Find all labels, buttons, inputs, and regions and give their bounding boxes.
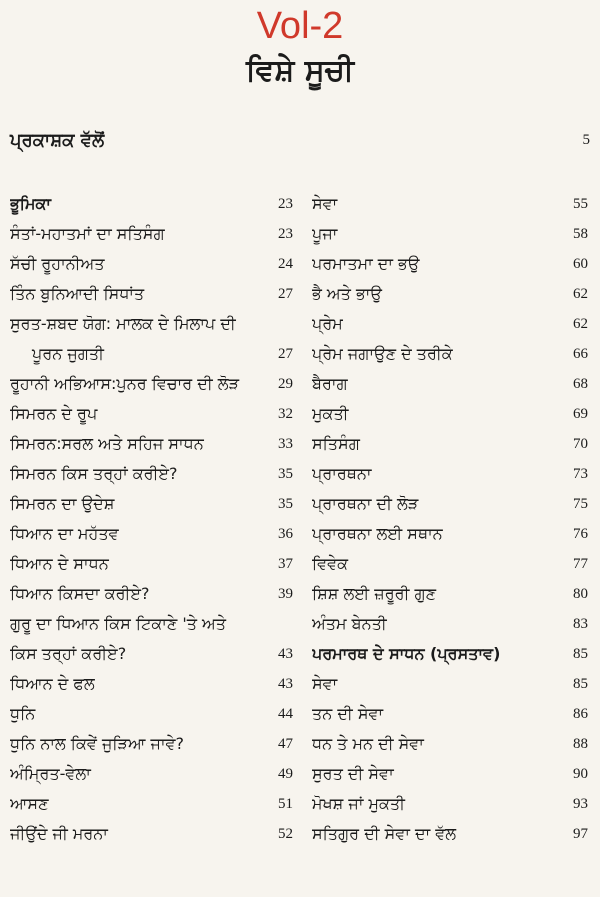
toc-entry-label: ਪ੍ਰਾਰਥਨਾ ਦੀ ਲੋੜ <box>312 494 419 513</box>
toc-entry-page: 70 <box>573 435 588 452</box>
toc-entry-page: 43 <box>278 675 293 692</box>
toc-entry-label: ਪਰਮਾਤਮਾ ਦਾ ਭਉ <box>312 254 420 273</box>
toc-entry <box>312 369 588 399</box>
toc-entry-page: 76 <box>573 525 588 542</box>
toc-entry-label: ਪਰਮਾਰਥ ਦੇ ਸਾਧਨ (ਪ੍ਰਸਤਾਵ) <box>312 644 501 663</box>
toc-entry-page: 29 <box>278 375 293 392</box>
toc-entry-page: 39 <box>278 585 293 602</box>
toc-entry-label: ਭੂਮਿਕਾ <box>10 194 51 213</box>
toc-entry-page: 35 <box>278 495 293 512</box>
toc-right-column <box>312 189 588 849</box>
toc-entry-page: 36 <box>278 525 293 542</box>
toc-entry <box>312 399 588 429</box>
toc-entry <box>10 219 293 249</box>
toc-entry-page: 93 <box>573 795 588 812</box>
toc-entry-label: ਬੈਰਾਗ <box>312 374 348 393</box>
toc-entry-page: 83 <box>573 615 588 632</box>
toc-entry-label: ਧਿਆਨ ਦਾ ਮਹੱਤਵ <box>10 524 119 543</box>
toc-entry-page: 32 <box>278 405 293 422</box>
toc-entry-page: 23 <box>278 225 293 242</box>
toc-entry-page: 37 <box>278 555 293 572</box>
toc-entry-label: ਗੁਰੂ ਦਾ ਧਿਆਨ ਕਿਸ ਟਿਕਾਣੇ 'ਤੇ ਅਤੇ <box>10 614 227 633</box>
toc-entry <box>312 309 588 339</box>
toc-entry-label: ਆਸਣ <box>10 794 49 813</box>
toc-entry-label: ਤਿੰਨ ਬੁਨਿਆਦੀ ਸਿਧਾਂਤ <box>10 284 145 303</box>
toc-entry <box>10 759 293 789</box>
toc-entry-page: 51 <box>278 795 293 812</box>
toc-entry-page: 86 <box>573 705 588 722</box>
toc-entry-page: 62 <box>573 315 588 332</box>
toc-entry <box>10 459 293 489</box>
toc-entry-page: 60 <box>573 255 588 272</box>
toc-entry <box>10 309 293 339</box>
toc-entry-page: 55 <box>573 195 588 212</box>
toc-entry-label: ਸ਼ਿਸ਼ ਲਈ ਜ਼ਰੂਰੀ ਗੁਣ <box>312 584 437 603</box>
toc-entry <box>312 459 588 489</box>
toc-entry-page: 58 <box>573 225 588 242</box>
toc-entry-label: ਸਤਿਸੰਗ <box>312 434 360 453</box>
toc-entry-page: 97 <box>573 825 588 842</box>
toc-entry-page: 24 <box>278 255 293 272</box>
toc-entry-label: ਮੁਕਤੀ <box>312 404 349 423</box>
toc-entry-page: 90 <box>573 765 588 782</box>
toc-entry-page: 66 <box>573 345 588 362</box>
toc-entry-label: ਧਿਆਨ ਦੇ ਸਾਧਨ <box>10 554 109 573</box>
toc-entry <box>312 189 588 219</box>
toc-entry-label: ਮੋਖਸ਼ ਜਾਂ ਮੁਕਤੀ <box>312 794 405 813</box>
toc-entry-page: 52 <box>278 825 293 842</box>
toc-entry-label: ਪੂਜਾ <box>312 224 338 243</box>
toc-entry-page: 47 <box>278 735 293 752</box>
toc-entry-label: ਧਨ ਤੇ ਮਨ ਦੀ ਸੇਵਾ <box>312 734 424 753</box>
toc-entry-label: ਅੰਤਮ ਬੇਨਤੀ <box>312 614 387 633</box>
toc-entry-label: ਪ੍ਰੇਮ <box>312 314 343 333</box>
toc-entry <box>312 759 588 789</box>
toc-entry-label: ਤਨ ਦੀ ਸੇਵਾ <box>312 704 384 723</box>
toc-entry <box>10 549 293 579</box>
toc-entry <box>10 669 293 699</box>
toc-entry-label: ਸੇਵਾ <box>312 674 338 693</box>
toc-entry-label: ਕਿਸ ਤਰ੍ਹਾਂ ਕਰੀਏ? <box>10 644 127 663</box>
toc-entry <box>10 339 293 369</box>
toc-entry <box>312 789 588 819</box>
toc-entry-page: 85 <box>573 675 588 692</box>
toc-entry-label: ਪੂਰਨ ਜੁਗਤੀ <box>32 344 104 363</box>
toc-entry-page: 27 <box>278 285 293 302</box>
toc-entry-label: ਅੰਮ੍ਰਿਤ-ਵੇਲਾ <box>10 764 91 783</box>
toc-entry-label: ਸਤਿਗੁਰ ਦੀ ਸੇਵਾ ਦਾ ਵੱਲ <box>312 824 457 843</box>
toc-entry <box>312 579 588 609</box>
toc-entry-page: 23 <box>278 195 293 212</box>
toc-entry-label: ਸਿਮਰਨ ਦੇ ਰੂਪ <box>10 404 98 423</box>
toc-entry-page: 75 <box>573 495 588 512</box>
toc-entry <box>312 519 588 549</box>
toc-entry-label: ਧੁਨਿ <box>10 704 36 723</box>
toc-entry-page: 85 <box>573 645 588 662</box>
toc-entry-page: 68 <box>573 375 588 392</box>
toc-entry <box>10 519 293 549</box>
toc-entry-label: ਸੱਚੀ ਰੂਹਾਨੀਅਤ <box>10 254 105 273</box>
toc-entry <box>312 669 588 699</box>
toc-entry <box>10 579 293 609</box>
toc-entry-page: 27 <box>278 345 293 362</box>
volume-label: Vol-2 <box>256 5 344 47</box>
toc-entry-page: 73 <box>573 465 588 482</box>
toc-entry <box>312 249 588 279</box>
toc-left-column <box>10 189 293 849</box>
toc-entry-label: ਭੈ ਅਤੇ ਭਾਉ <box>312 284 382 303</box>
toc-entry-label: ਸਿਮਰਨ ਕਿਸ ਤਰ੍ਹਾਂ ਕਰੀਏ? <box>10 464 178 483</box>
toc-entry-label: ਵਿਵੇਕ <box>312 554 349 573</box>
toc-entry-page: 88 <box>573 735 588 752</box>
toc-entry-label: ਜੀਉਂਦੇ ਜੀ ਮਰਨਾ <box>10 824 108 843</box>
toc-entry <box>312 729 588 759</box>
toc-entry-page: 5 <box>582 131 590 148</box>
toc-entry-label: ਪ੍ਰੇਮ ਜਗਾਉਣ ਦੇ ਤਰੀਕੇ <box>312 344 453 363</box>
page-title: ਵਿਸ਼ੇ ਸੂਚੀ <box>245 53 355 88</box>
toc-entry <box>312 699 588 729</box>
toc-entry-label: ਧੁਨਿ ਨਾਲ ਕਿਵੇਂ ਜੁੜਿਆ ਜਾਵੇ? <box>10 734 185 753</box>
toc-entry <box>10 699 293 729</box>
toc-entry-label: ਸੁਰਤ ਦੀ ਸੇਵਾ <box>312 764 394 783</box>
toc-entry <box>10 399 293 429</box>
toc-entry <box>312 549 588 579</box>
toc-entry-page: 69 <box>573 405 588 422</box>
toc-entry <box>312 279 588 309</box>
toc-entry <box>312 219 588 249</box>
toc-entry <box>10 189 293 219</box>
toc-entry <box>312 489 588 519</box>
toc-entry-label: ਰੂਹਾਨੀ ਅਭਿਆਸ:ਪੁਨਰ ਵਿਚਾਰ ਦੀ ਲੋੜ <box>10 374 240 393</box>
toc-entry-page: 80 <box>573 585 588 602</box>
toc-entry <box>10 819 293 849</box>
toc-entry <box>10 249 293 279</box>
toc-entry <box>10 279 293 309</box>
toc-entry-label: ਸੁਰਤ-ਸ਼ਬਦ ਯੋਗ: ਮਾਲਕ ਦੇ ਮਿਲਾਪ ਦੀ <box>10 314 236 333</box>
toc-entry-page: 33 <box>278 435 293 452</box>
toc-entry-label: ਪ੍ਰਾਰਥਨਾ <box>312 464 372 483</box>
toc-entry-label: ਸਿਮਰਨ:ਸਰਲ ਅਤੇ ਸਹਿਜ ਸਾਧਨ <box>10 434 204 453</box>
toc-entry <box>10 489 293 519</box>
toc-entry-label: ਧਿਆਨ ਦੇ ਫਲ <box>10 674 95 693</box>
toc-entry-label: ਸੰਤਾਂ-ਮਹਾਤਮਾਂ ਦਾ ਸਤਿਸੰਗ <box>10 224 165 243</box>
toc-entry-page: 35 <box>278 465 293 482</box>
toc-entry <box>312 819 588 849</box>
toc-entry <box>312 639 588 669</box>
toc-entry-page: 43 <box>278 645 293 662</box>
toc-entry <box>10 639 293 669</box>
toc-entry-label: ਸੇਵਾ <box>312 194 338 213</box>
toc-entry-label: ਸਿਮਰਨ ਦਾ ਉਦੇਸ਼ <box>10 494 115 513</box>
toc-entry <box>10 729 293 759</box>
toc-entry-page: 49 <box>278 765 293 782</box>
toc-entry <box>312 609 588 639</box>
toc-entry <box>10 429 293 459</box>
toc-entry-label: ਧਿਆਨ ਕਿਸਦਾ ਕਰੀਏ? <box>10 584 150 603</box>
toc-entry-label: ਪ੍ਰਾਰਥਨਾ ਲਈ ਸਥਾਨ <box>312 524 443 543</box>
toc-entry <box>10 789 293 819</box>
toc-entry <box>10 609 293 639</box>
toc-entry-label: ਪ੍ਰਕਾਸ਼ਕ ਵੱਲੋਂ <box>10 129 105 151</box>
toc-entry <box>312 339 588 369</box>
toc-entry-page: 44 <box>278 705 293 722</box>
toc-entry-page: 77 <box>573 555 588 572</box>
toc-entry <box>10 369 293 399</box>
toc-entry-publisher <box>10 126 590 154</box>
toc-entry-page: 62 <box>573 285 588 302</box>
toc-entry <box>312 429 588 459</box>
